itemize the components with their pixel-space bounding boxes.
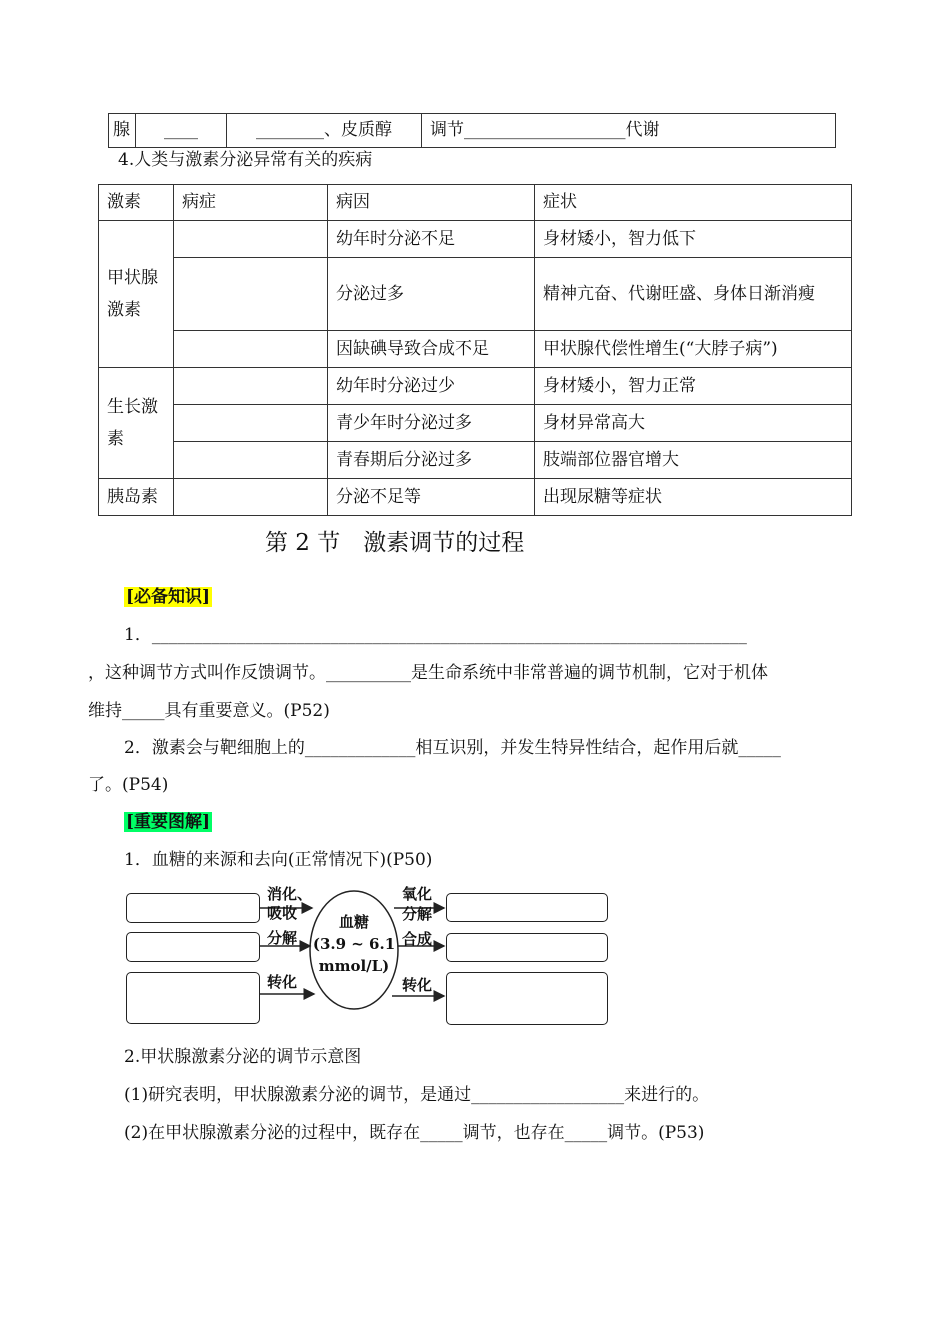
- label-digest: 消化、: [267, 885, 313, 903]
- disease-cell: [174, 331, 328, 368]
- blood-sugar-diagram: [126, 886, 610, 1030]
- text: ，这种调节方式叫作反馈调节。: [88, 663, 326, 683]
- d2-p1: [124, 1087, 709, 1104]
- cause-cell: 幼年时分泌过少: [328, 368, 535, 405]
- source-box-2: [126, 932, 260, 962]
- symptom-cell: 精神亢奋、代谢旺盛、身体日渐消瘦: [535, 258, 852, 331]
- section4-title: 4.人类与激素分泌异常有关的疾病: [118, 150, 373, 170]
- top-cell-blank: [136, 114, 227, 148]
- center-label-1: 血糖: [338, 913, 369, 931]
- hormone-growth: 生长激素: [99, 368, 174, 479]
- top-table-row: [108, 113, 836, 148]
- cause-cell: 幼年时分泌不足: [328, 221, 535, 258]
- section-title: 第 2 节 激素调节的过程: [265, 530, 525, 556]
- cause-cell: 青少年时分泌过多: [328, 405, 535, 442]
- label-synthesize: 合成: [402, 930, 433, 948]
- blank: _____________: [304, 738, 416, 758]
- cause-cell: 青春期后分泌过多: [328, 442, 535, 479]
- p1-number: 1．: [124, 625, 152, 645]
- top-cell-gland: 腺: [109, 114, 136, 148]
- metabolism-text: 代谢: [625, 120, 660, 141]
- diagram2-title: 2.甲状腺激素分泌的调节示意图: [124, 1047, 362, 1067]
- label-convert-in: 转化: [267, 973, 298, 991]
- symptom-cell: 身材矮小，智力低下: [535, 221, 852, 258]
- label-decompose: 分解: [267, 929, 298, 947]
- center-label-2: (3.9 ~ 6.1: [312, 935, 396, 953]
- disease-cell: [174, 442, 328, 479]
- disease-cell: [174, 368, 328, 405]
- symptom-cell: 身材矮小，智力正常: [535, 368, 852, 405]
- symptom-cell: 身材异常高大: [535, 405, 852, 442]
- regulate-text: 调节: [430, 120, 464, 141]
- symptom-cell: 出现尿糖等症状: [535, 479, 852, 516]
- d2-p2: [124, 1125, 704, 1142]
- text: 2．激素会与靶细胞上的: [124, 738, 305, 758]
- header-cause: 病因: [328, 185, 535, 221]
- disease-table: [98, 184, 852, 516]
- blank: ___________________: [464, 120, 626, 141]
- source-box-3: [126, 972, 260, 1024]
- source-box-1: [126, 893, 260, 923]
- diagram1-title: 1．血糖的来源和去向(正常情况下)(P50): [124, 850, 433, 870]
- blank: ________: [256, 120, 324, 141]
- p1-line2: [88, 665, 768, 682]
- hormone-thyroid: 甲状腺激素: [99, 221, 174, 368]
- label-oxidize: 氧化: [402, 885, 433, 903]
- p1-line3: [88, 703, 330, 720]
- blank: _____: [564, 1123, 608, 1143]
- sink-box-3: [446, 972, 608, 1025]
- must-know-label: [必备知识]: [126, 587, 211, 607]
- hormone-insulin: 胰岛素: [99, 479, 174, 516]
- sink-box-1: [446, 893, 608, 922]
- cause-cell: 因缺碘导致合成不足: [328, 331, 535, 368]
- blank: _____: [738, 738, 781, 758]
- text: 具有重要意义。(P52): [164, 701, 330, 721]
- text: 来进行的。: [624, 1085, 710, 1105]
- sink-box-2: [446, 933, 608, 962]
- blank: __________: [326, 663, 411, 683]
- text: 相互识别，并发生特异性结合，起作用后就: [415, 738, 739, 758]
- text: 调节，也存在: [462, 1123, 565, 1143]
- header-symptom: 症状: [535, 185, 852, 221]
- text: (2)在甲状腺激素分泌的过程中，既存在: [124, 1123, 421, 1143]
- text: 维持: [88, 701, 122, 721]
- key-diagram-label: [重要图解]: [126, 812, 211, 832]
- symptom-cell: 肢端部位器官增大: [535, 442, 852, 479]
- text: (1)研究表明，甲状腺激素分泌的调节，是通过: [124, 1085, 472, 1105]
- disease-cell: [174, 405, 328, 442]
- text: 调节。(P53): [607, 1123, 705, 1143]
- symptom-cell: 甲状腺代偿性增生(“大脖子病”): [535, 331, 852, 368]
- disease-cell: [174, 258, 328, 331]
- label-convert-out: 转化: [402, 976, 433, 994]
- header-disease: 病症: [174, 185, 328, 221]
- top-cell-hormones: [227, 114, 422, 148]
- blank: ______________________________________________________________________: [151, 625, 747, 645]
- blank: _____: [122, 701, 165, 721]
- top-cell-function: [422, 114, 836, 148]
- p1-line1: [124, 627, 747, 644]
- cause-cell: 分泌不足等: [328, 479, 535, 516]
- blank: _____: [420, 1123, 463, 1143]
- label-absorb: 吸收: [267, 904, 298, 922]
- cortisol-text: 、皮质醇: [324, 120, 392, 141]
- disease-cell: [174, 221, 328, 258]
- p2-line1: [124, 740, 781, 757]
- blank: ____: [164, 120, 198, 141]
- blank: __________________: [471, 1085, 625, 1105]
- cause-cell: 分泌过多: [328, 258, 535, 331]
- disease-cell: [174, 479, 328, 516]
- label-decompose-out: 分解: [402, 905, 433, 923]
- p2-line2: 了。(P54): [88, 775, 169, 795]
- must-know-heading: [124, 589, 212, 606]
- text: 是生命系统中非常普遍的调节机制，它对于机体: [411, 663, 768, 683]
- header-hormone: 激素: [99, 185, 174, 221]
- center-label-3: mmol/L): [318, 957, 390, 975]
- key-diagram-heading: [124, 814, 212, 831]
